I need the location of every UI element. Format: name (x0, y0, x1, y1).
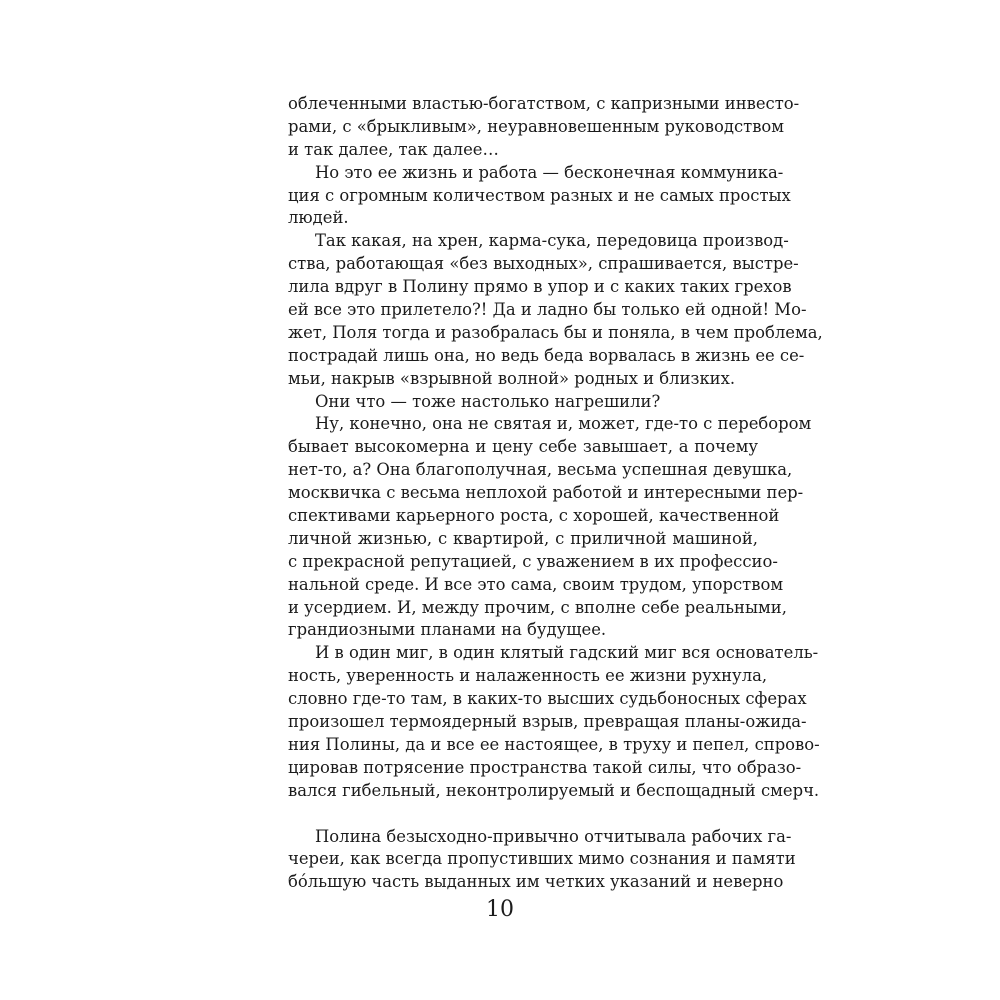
text-line: людей. (288, 208, 349, 228)
text-line: череи, как всегда пропустивших мимо сознания и памяти (288, 849, 796, 869)
text-line: пострадай лишь она, но ведь беда ворвалась в жизнь ее се- (288, 345, 805, 365)
text-line: с прекрасной репутацией, с уважением в их профессио- (288, 551, 778, 571)
text-line: произошел термоядерный взрыв, превращая планы-ожида- (288, 712, 807, 732)
text-line: ния Полины, да и все ее настоящее, в труху и пепел, спрово- (288, 734, 820, 754)
page-number: 10 (486, 897, 514, 922)
text-line: словно где-то там, в каких-то высших судьбоносных сферах (288, 689, 807, 709)
paragraph (288, 391, 758, 414)
text-line: Но это ее жизнь и работа — бесконечная коммуника- (315, 162, 784, 182)
paragraph (288, 642, 820, 802)
text-line: грандиозными планами на будущее. (288, 620, 607, 640)
text-line: Они что — тоже настолько нагрешили? (315, 391, 661, 411)
text-line: ция с огромным количеством разных и не самых простых (288, 185, 791, 205)
text-line: спективами карьерного роста, с хорошей, качественной (288, 506, 780, 526)
text-line: ей все это прилетело?! Да и ладно бы только ей одной! Мо- (288, 300, 807, 320)
text-line: Так какая, на хрен, карма-сука, передовица производ- (315, 231, 789, 251)
text-line: ность, уверенность и налаженность ее жизни рухнула, (288, 666, 768, 686)
text-line: облеченными властью-богатством, с капризными инвесто- (288, 94, 800, 113)
text-line: И в один миг, в один клятый гадский миг вся основатель- (315, 643, 819, 663)
text-line: мьи, накрыв «взрывной волной» родных и близких. (288, 368, 736, 388)
text-line: и так далее, так далее… (288, 139, 499, 159)
text-line: москвичка с весьма неплохой работой и интересными пер- (288, 483, 804, 503)
paragraph (288, 93, 800, 162)
text-line: нет-то, а? Она благополучная, весьма успешная девушка, (288, 460, 793, 480)
text-line: вался гибельный, неконтролируемый и беспощадный смерч. (288, 780, 820, 800)
paragraph (288, 826, 796, 895)
text-line: Ну, конечно, она не святая и, может, где-то с перебором (315, 414, 812, 434)
paragraph (288, 230, 823, 390)
text-line: ства, работающая «без выходных», спрашивается, выстре- (288, 254, 799, 274)
body-text (288, 93, 823, 894)
text-line: цировав потрясение пространства такой силы, что образо- (288, 757, 802, 777)
text-line: Полина безысходно-привычно отчитывала рабочих га- (315, 826, 792, 846)
text-line: лила вдруг в Полину прямо в упор и с каких таких грехов (288, 277, 792, 297)
section-break (288, 803, 758, 826)
text-line: жет, Поля тогда и разобралась бы и поняла, в чем проблема, (288, 322, 823, 342)
text-line: и усердием. И, между прочим, с вполне себе реальными, (288, 597, 787, 617)
text-line: рами, с «брыкливым», неуравновешенным руководством (288, 116, 785, 136)
paragraph (288, 162, 791, 231)
text-line: бóльшую часть выданных им четких указаний и неверно (288, 872, 784, 892)
text-line: бывает высокомерна и цену себе завышает, а почему (288, 437, 758, 457)
text-line: личной жизнью, с квартирой, с приличной машиной, (288, 528, 758, 548)
paragraph (288, 413, 812, 642)
text-line: нальной среде. И все это сама, своим трудом, упорством (288, 574, 784, 594)
